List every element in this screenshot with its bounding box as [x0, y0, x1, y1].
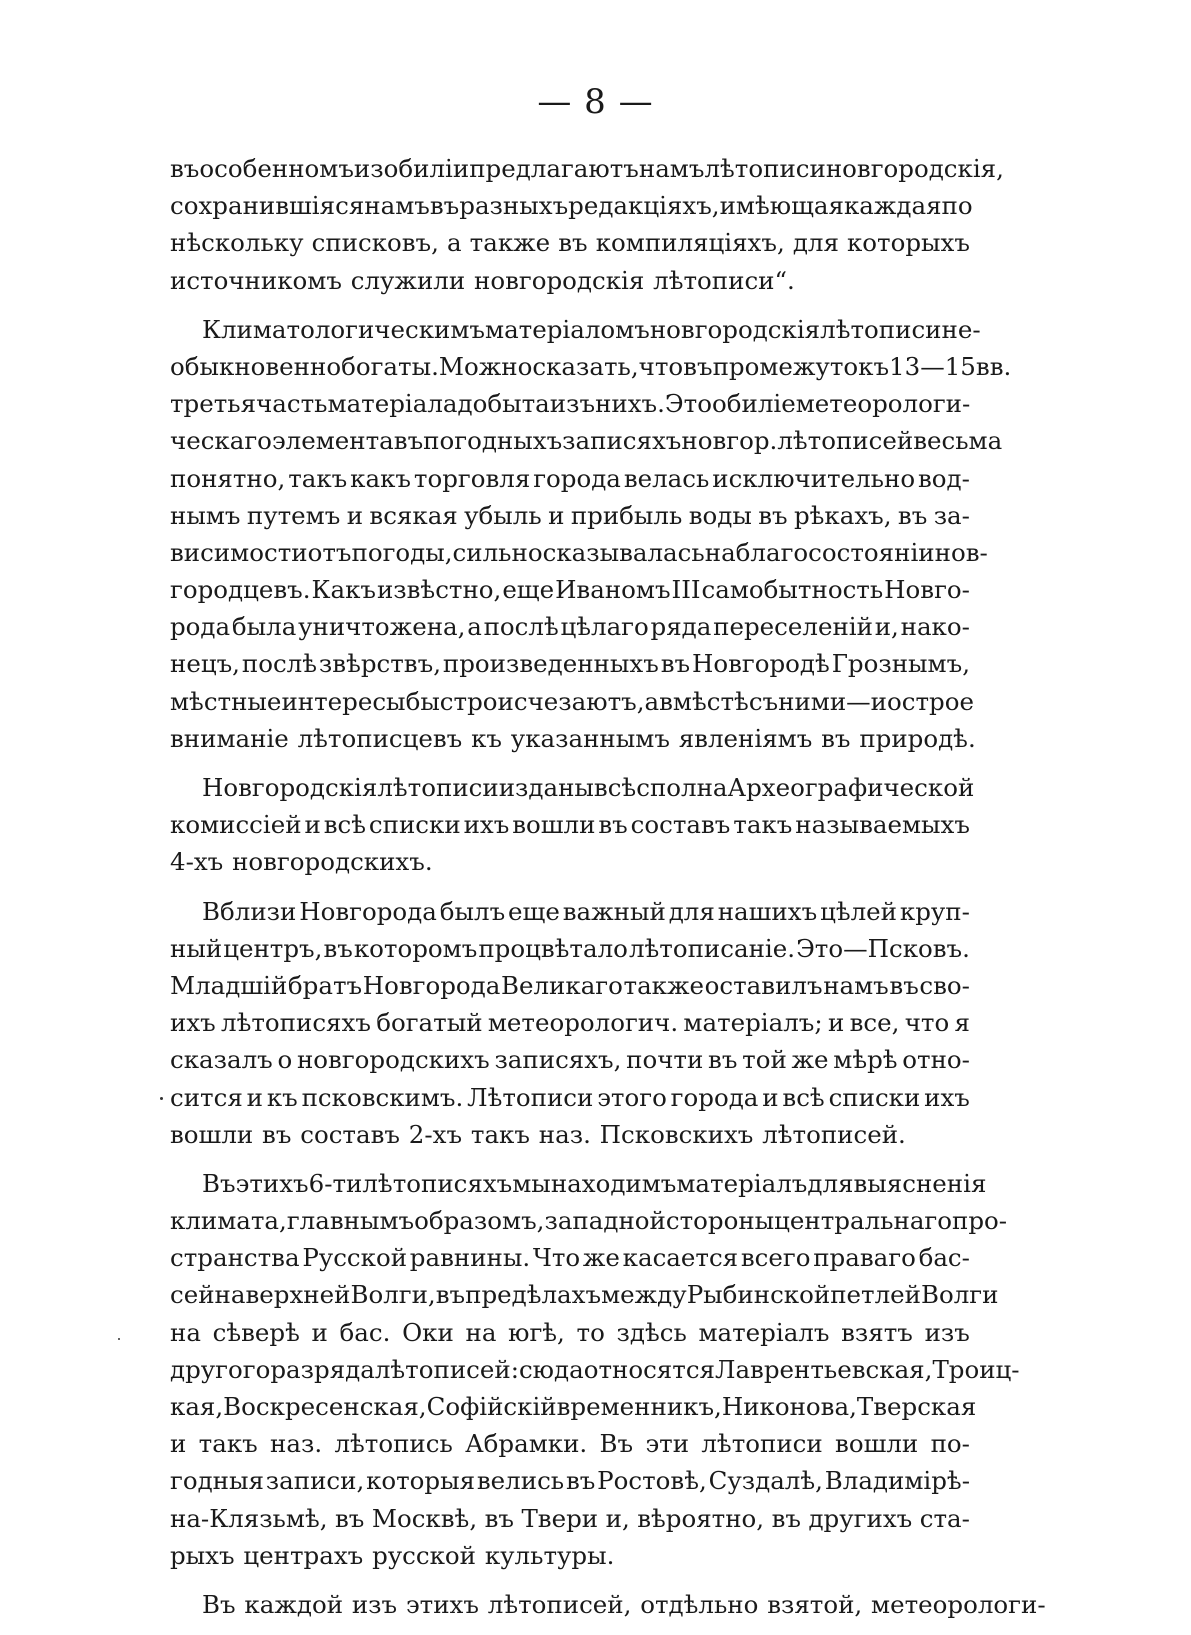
text-line: въ особенномъ изобиліи предлагаютъ намъ лѣтописи новгородскія,: [170, 154, 1004, 183]
text-line: сится и къ псковскимъ. Лѣтописи этого города и всѣ списки ихъ: [170, 1082, 970, 1112]
text-line: обыкновенно богаты. Можно сказать, что въ промежутокъ 13—15 вв.: [170, 351, 1012, 381]
text-line: нецъ, послѣ звѣрствъ, произведенныхъ въ Новгородѣ Грознымъ,: [170, 649, 970, 679]
paragraph: [170, 1165, 1020, 1574]
text-line: комиссіей и всѣ списки ихъ вошли въ составъ такъ называемыхъ: [170, 810, 970, 840]
text-line: городцевъ. Какъ извѣстно, еще Иваномъ III самобытность Новго-: [170, 575, 970, 605]
paragraph: [170, 311, 1012, 757]
paragraph: [170, 1586, 1046, 1623]
page-number: — 8 —: [537, 82, 654, 122]
text-line: Вблизи Новгорода былъ еще важный для нашихъ цѣлей круп-: [202, 896, 970, 926]
text-line: сейна верхней Волги, въ предѣлахъ между Рыбинской петлей Волги: [170, 1280, 999, 1310]
paragraph: [170, 150, 1004, 299]
text-line: нымъ путемъ и всякая убыль и прибыль воды въ рѣкахъ, въ за-: [170, 500, 970, 530]
text-line: другого разряда лѣтописей: сюда относятся Лаврентьевская, Троиц-: [170, 1354, 1020, 1384]
text-line: странства Русской равнины. Что же касается всего праваго бас-: [170, 1243, 970, 1273]
text-line: вниманіе лѣтописцевъ къ указаннымъ явленіямъ въ природѣ.: [170, 723, 976, 753]
scan-speck: [118, 1338, 120, 1340]
paragraph: [170, 893, 970, 1153]
text-line: ный центръ, въ которомъ процвѣтало лѣтописаніе. Это—Псковъ.: [170, 933, 970, 963]
text-line: сказалъ о новгородскихъ записяхъ, почти въ той же мѣрѣ отно-: [170, 1045, 970, 1075]
text-line: 4-хъ новгородскихъ.: [170, 847, 433, 877]
text-line: на-Клязьмѣ, въ Москвѣ, въ Твери и, вѣроятно, въ другихъ ста-: [170, 1503, 970, 1533]
text-line: Въ этихъ 6-ти лѣтописяхъ мы находимъ матеріалъ для выясненія: [202, 1168, 987, 1198]
text-line: рода была уничтожена, а послѣ цѣлаго ряда переселеній и, нако-: [170, 612, 970, 642]
text-line: нѣскольку списковъ, а также въ компиляціяхъ, для которыхъ: [170, 228, 970, 258]
scan-speck: [160, 1097, 163, 1100]
text-line: третья часть матеріала добыта изъ нихъ. Это обиліе метеорологи-: [170, 389, 971, 419]
text-line: Новгородскія лѣтописи изданы всѣ сполна Археографической: [202, 773, 975, 802]
text-line: мѣстные интересы быстро исчезаютъ, а вмѣстѣ съ ними—и острое: [170, 686, 974, 716]
text-line: сохранившіяся намъ въ разныхъ редакціяхъ, имѣющая каждая по: [170, 191, 973, 221]
body-text: [170, 150, 1046, 1635]
text-line: понятно, такъ какъ торговля города велась исключительно вод-: [170, 463, 970, 493]
text-line: источникомъ служили новгородскія лѣтописи“.: [170, 265, 795, 295]
text-line: висимости отъ погоды, сильно сказывалась на благосостояніи нов-: [170, 537, 988, 567]
text-line: на сѣверѣ и бас. Оки на югѣ, то здѣсь матеріалъ взятъ изъ: [170, 1317, 970, 1347]
text-line: Младшій братъ Новгорода Великаго также оставилъ намъ въ сво-: [170, 970, 970, 1000]
text-line: кая, Воскресенская, Софійскій временникъ, Никонова, Тверская: [170, 1392, 977, 1421]
text-line: рыхъ центрахъ русской культуры.: [170, 1540, 615, 1570]
text-line: Въ каждой изъ этихъ лѣтописей, отдѣльно взятой, метеорологи-: [202, 1589, 1046, 1619]
paragraph: [170, 769, 975, 881]
text-line: и такъ наз. лѣтопись Абрамки. Въ эти лѣтописи вошли по-: [170, 1429, 970, 1459]
text-line: вошли въ составъ 2-хъ такъ наз. Псковскихъ лѣтописей.: [170, 1119, 906, 1149]
text-line: ихъ лѣтописяхъ богатый метеорологич. матеріалъ; и все, что я: [170, 1008, 970, 1038]
text-line: Климатологическимъ матеріаломъ новгородскія лѣтописи не-: [202, 314, 981, 344]
text-line: климата, главнымъ образомъ, западной стороны центральнаго про-: [170, 1206, 1008, 1236]
text-line: годныя записи, которыя велись въ Ростовѣ, Суздалѣ, Владимірѣ-: [170, 1466, 970, 1496]
text-line: ческаго элемента въ погодныхъ записяхъ новгор. лѣтописей весьма: [170, 426, 1003, 456]
